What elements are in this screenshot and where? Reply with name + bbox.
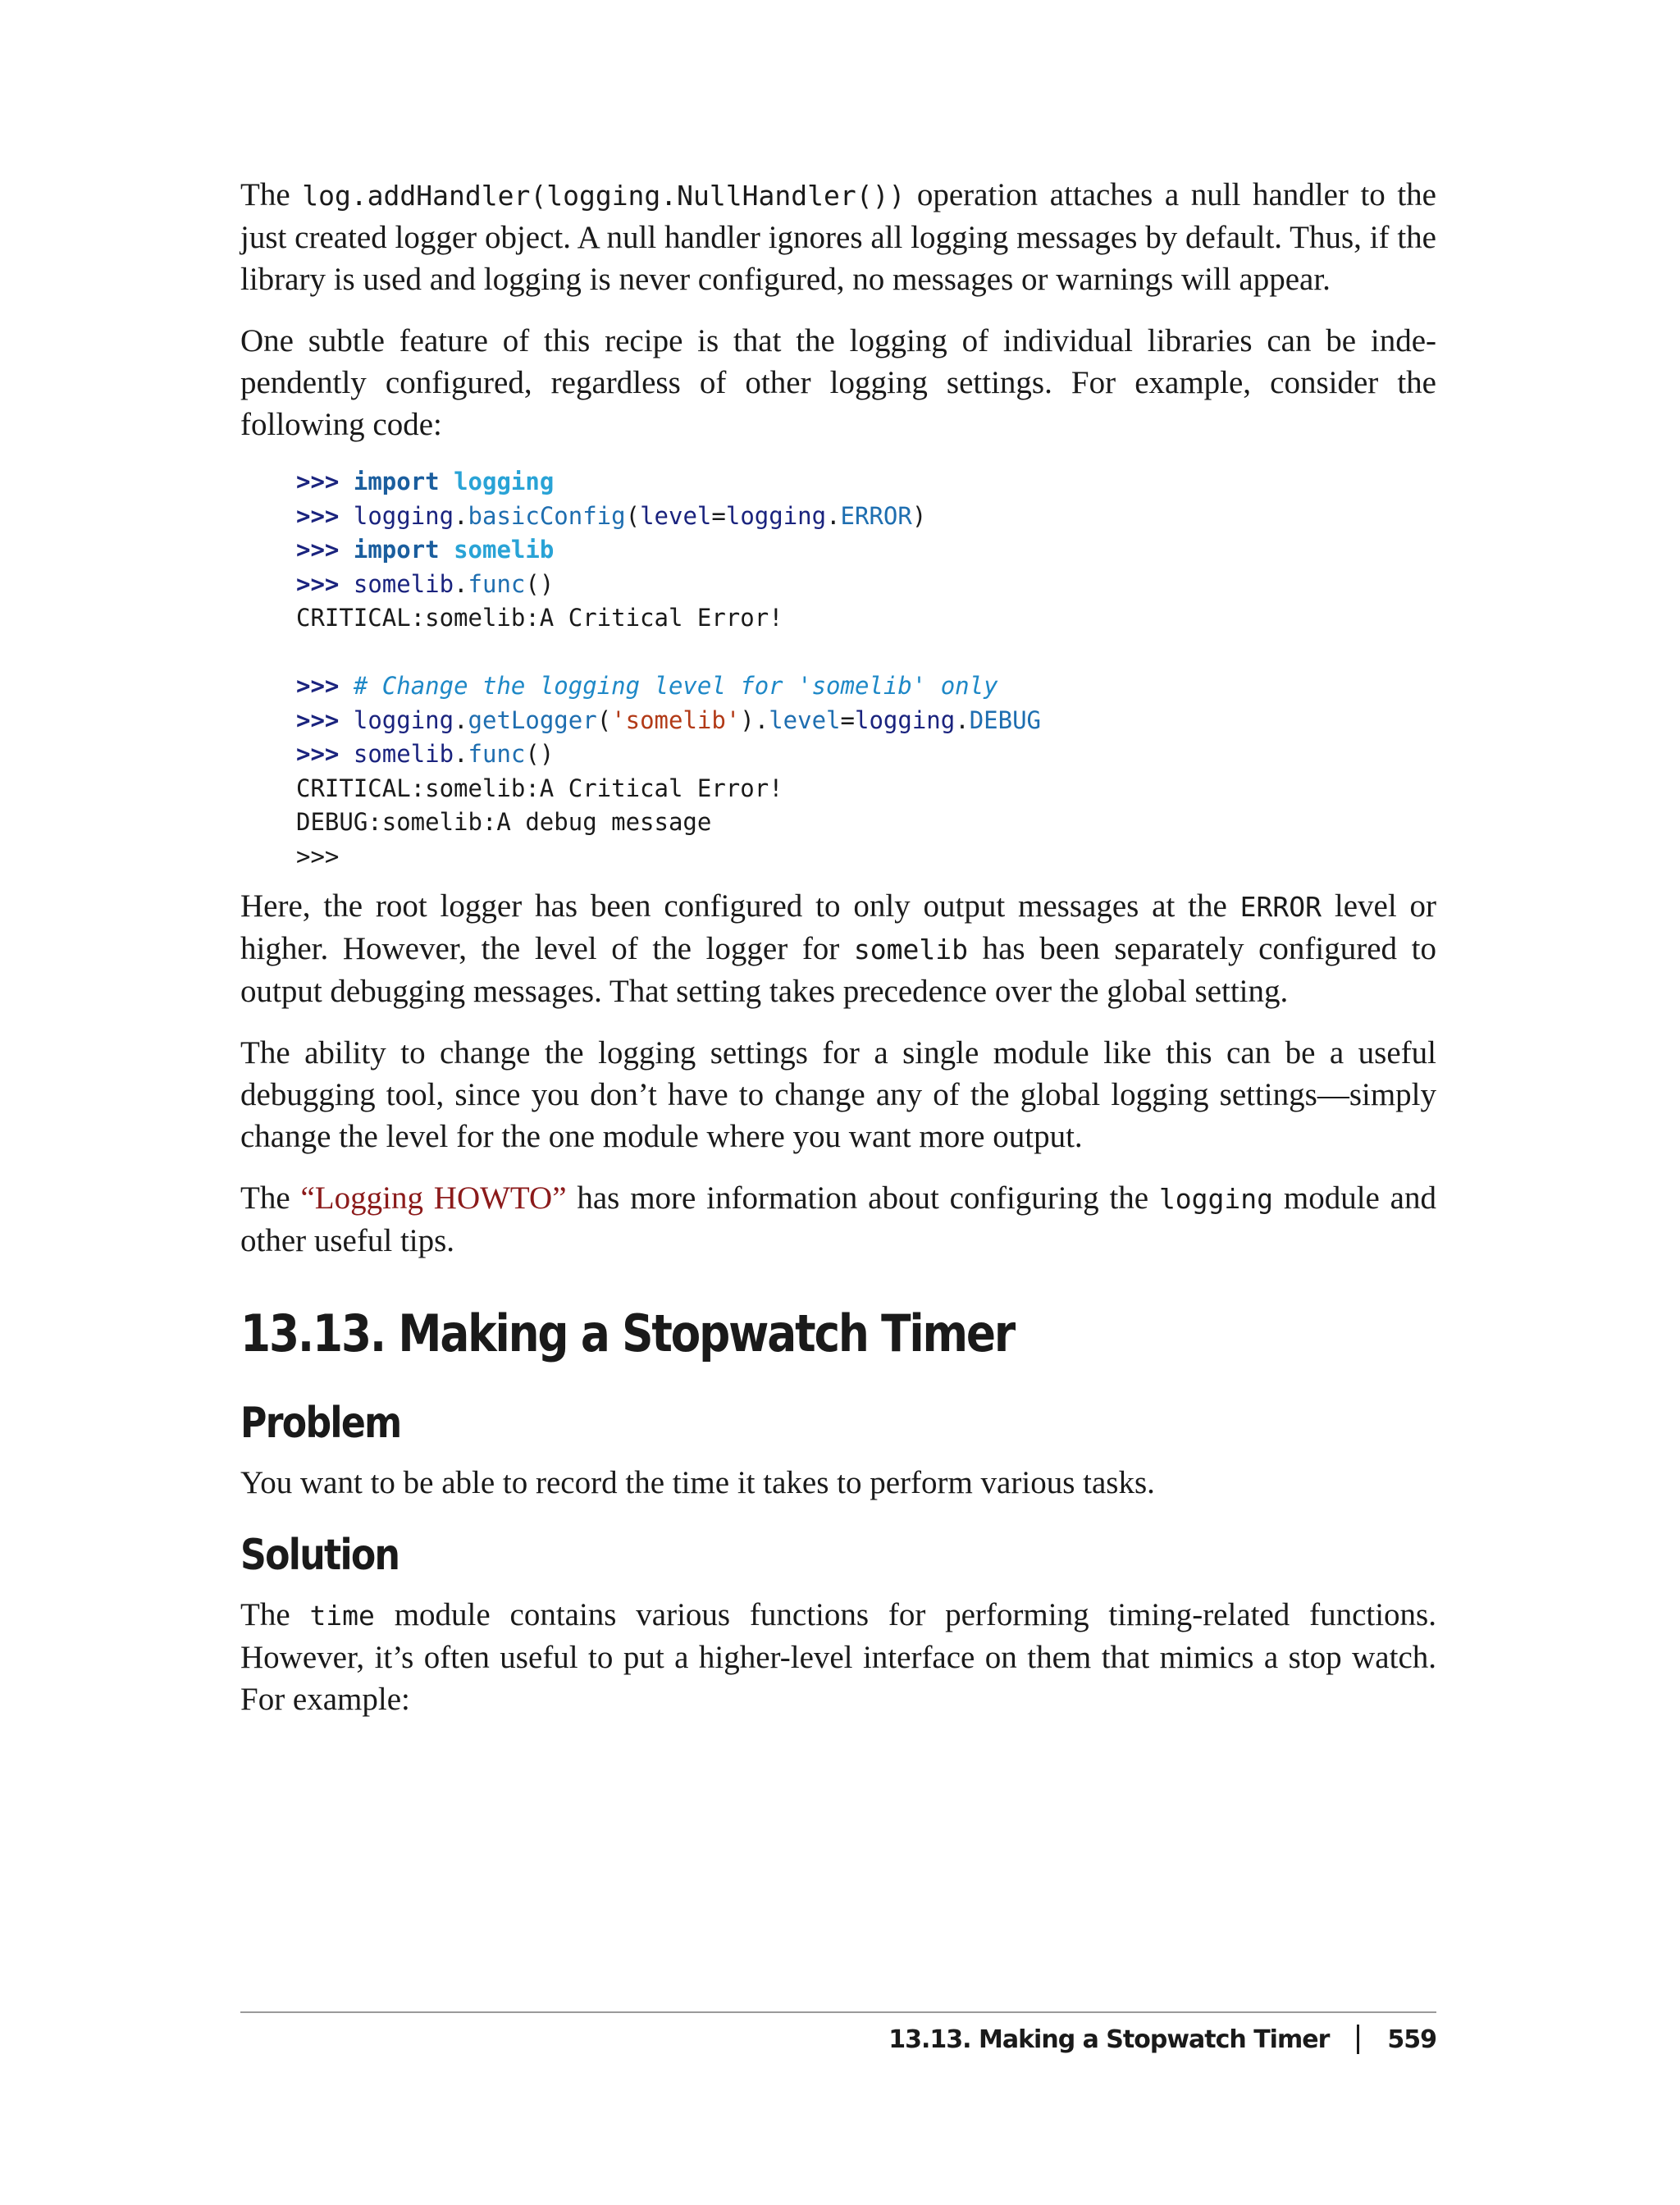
text: Here, the root logger has been configured to only output messages at the — [240, 888, 1240, 924]
inline-code: logging — [1158, 1183, 1274, 1215]
text: The — [240, 1597, 310, 1632]
text: The ability to change the logging settings for a single module like this can be a useful debugging tool, since you don’t have to change any of the global logging settings—simply change the level for the one module where you want more output. — [240, 1035, 1436, 1154]
inline-code: log.addHandler(logging.NullHandler()) — [302, 180, 906, 212]
paragraph-ability — [240, 1032, 1436, 1157]
inline-code: somelib — [853, 934, 968, 966]
page-footer — [888, 2025, 1436, 2054]
heading-solution: Solution — [240, 1531, 399, 1580]
inline-code: time — [309, 1600, 375, 1632]
text: You want to be able to record the time it takes to perform various tasks. — [240, 1465, 1155, 1500]
heading-problem: Problem — [240, 1399, 401, 1448]
footer-separator — [1357, 2025, 1359, 2054]
code-output-line: CRITICAL:somelib:A Critical Error! — [296, 774, 783, 802]
text: One subtle feature of this recipe is that the logging of individual libraries can be inde-pendently configured, regardless of other logging settings. For example, consider the following code: — [240, 323, 1436, 442]
text: operation attaches a null handler to the just created logger object. A null handler ignores all logging messages by default. Thus, if the library is used and logging is never configured, no messages or warnings will appear. — [240, 177, 1436, 297]
paragraph-problem — [240, 1462, 1436, 1504]
code-output-line: >>> — [296, 842, 340, 870]
logging-howto-link[interactable]: “Logging HOWTO” — [300, 1180, 567, 1216]
code-line: >>> logging.getLogger('somelib').level=logging.DEBUG — [296, 705, 1041, 734]
section-title: 13.13. Making a Stopwatch Timer — [240, 1303, 1015, 1363]
paragraph-solution — [240, 1594, 1436, 1720]
code-line: >>> # Change the logging level for 'somelib' only — [296, 672, 998, 700]
text: level or higher. However, the level of the logger for — [240, 888, 1436, 966]
code-blank-line — [296, 636, 1436, 670]
code-output-line: CRITICAL:somelib:A Critical Error! — [296, 604, 783, 632]
code-line: >>> import logging — [296, 468, 555, 495]
text: The — [240, 1180, 301, 1216]
footer-divider — [240, 2011, 1436, 2013]
page-number: 559 — [1387, 2025, 1436, 2054]
code-line: >>> import somelib — [296, 536, 555, 564]
code-line: >>> somelib.func() — [296, 569, 555, 598]
text: has been separately configured to output debugging messages. That setting takes precedence over the global setting. — [240, 931, 1436, 1009]
paragraph-root-logger — [240, 885, 1436, 1012]
text: has more information about configuring the — [566, 1180, 1159, 1216]
paragraph-logging-howto — [240, 1177, 1436, 1262]
text: The — [240, 177, 303, 212]
inline-code: ERROR — [1239, 891, 1322, 923]
code-line: >>> logging.basicConfig(level=logging.ERROR) — [296, 501, 927, 530]
text: module and other useful tips. — [240, 1180, 1436, 1258]
text: module contains various functions for performing timing-related functions. However, it’s often useful to put a higher-level interface on them that mimics a stop watch. For example: — [240, 1597, 1436, 1717]
code-line: >>> somelib.func() — [296, 740, 555, 768]
code-block — [296, 465, 1436, 874]
page-content — [240, 174, 1436, 1740]
footer-section-title: 13.13. Making a Stopwatch Timer — [888, 2025, 1330, 2054]
paragraph-subtle-feature — [240, 320, 1436, 445]
code-output-line: DEBUG:somelib:A debug message — [296, 808, 712, 836]
paragraph-null-handler — [240, 174, 1436, 300]
